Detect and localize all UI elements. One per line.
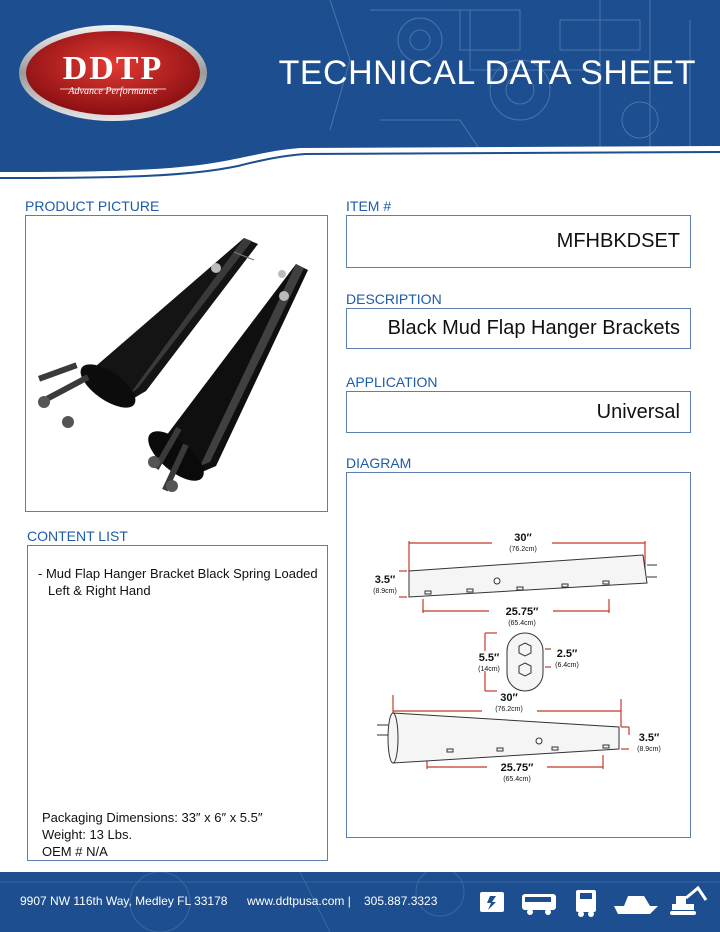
weight: Weight: 13 Lbs.	[42, 827, 133, 842]
footer-bar	[0, 872, 720, 932]
dimension-diagram	[347, 473, 690, 837]
packaging-dimensions: Packaging Dimensions: 33″ x 6″ x 5.5″	[42, 810, 263, 825]
top-height-cm-label: (8.9cm)	[373, 588, 397, 595]
oem-number: OEM # N/A	[42, 844, 108, 859]
bottom-length-cm-label: (76.2cm)	[495, 706, 523, 713]
item-number-label: ITEM #	[346, 198, 392, 214]
boat-icon	[614, 896, 658, 914]
product-picture-label: PRODUCT PICTURE	[25, 198, 160, 214]
footer-address: 9907 NW 116th Way, Medley FL 33178	[20, 894, 228, 908]
company-logo	[18, 24, 208, 122]
plate-height-label: 5.5″	[478, 652, 500, 664]
content-list-box	[27, 545, 328, 861]
excavator-icon	[670, 888, 706, 915]
product-image	[26, 216, 327, 511]
plate-bolt-span-cm-label: (6.4cm)	[555, 662, 579, 669]
top-height-label: 3.5″	[374, 574, 396, 586]
logo-tagline: Advance Performance	[68, 86, 158, 97]
description-box	[346, 308, 691, 349]
top-hole-span-cm-label: (65.4cm)	[508, 620, 536, 627]
footer-website[interactable]: www.ddtpusa.com |	[247, 894, 351, 908]
application-value: Universal	[596, 400, 680, 423]
top-hole-span-label: 25.75″	[505, 606, 539, 618]
product-picture-box	[25, 215, 328, 512]
bottom-height-label: 3.5″	[638, 732, 660, 744]
header-banner	[0, 0, 720, 185]
diagram-label: DIAGRAM	[346, 455, 412, 471]
truck-icon	[576, 890, 596, 917]
plate-bolt-span-label: 2.5″	[556, 648, 578, 660]
top-length-label: 30″	[514, 532, 532, 544]
footer-phone[interactable]: 305.887.3323	[364, 894, 438, 908]
content-item-line1: - Mud Flap Hanger Bracket Black Spring Loaded	[38, 566, 318, 581]
generator-icon	[480, 892, 504, 912]
content-list-label: CONTENT LIST	[27, 528, 128, 544]
bus-icon	[522, 894, 556, 915]
application-label: APPLICATION	[346, 374, 438, 390]
content-item-line2: Left & Right Hand	[48, 583, 151, 598]
description-label: DESCRIPTION	[346, 291, 442, 307]
top-length-cm-label: (76.2cm)	[509, 546, 537, 553]
bottom-hole-span-cm-label: (65.4cm)	[503, 776, 531, 783]
logo-wordmark: DDTP	[62, 50, 164, 87]
footer-icons	[478, 882, 708, 922]
item-number-box	[346, 215, 691, 268]
bottom-length-label: 30″	[500, 692, 518, 704]
diagram-box	[346, 472, 691, 838]
plate-height-cm-label: (14cm)	[478, 666, 500, 673]
description-value: Black Mud Flap Hanger Brackets	[387, 317, 680, 339]
bottom-height-cm-label: (8.9cm)	[637, 746, 661, 753]
page-title: TECHNICAL DATA SHEET	[278, 54, 696, 92]
application-box	[346, 391, 691, 433]
bottom-hole-span-label: 25.75″	[500, 762, 534, 774]
item-number-value: MFHBKDSET	[556, 230, 680, 252]
